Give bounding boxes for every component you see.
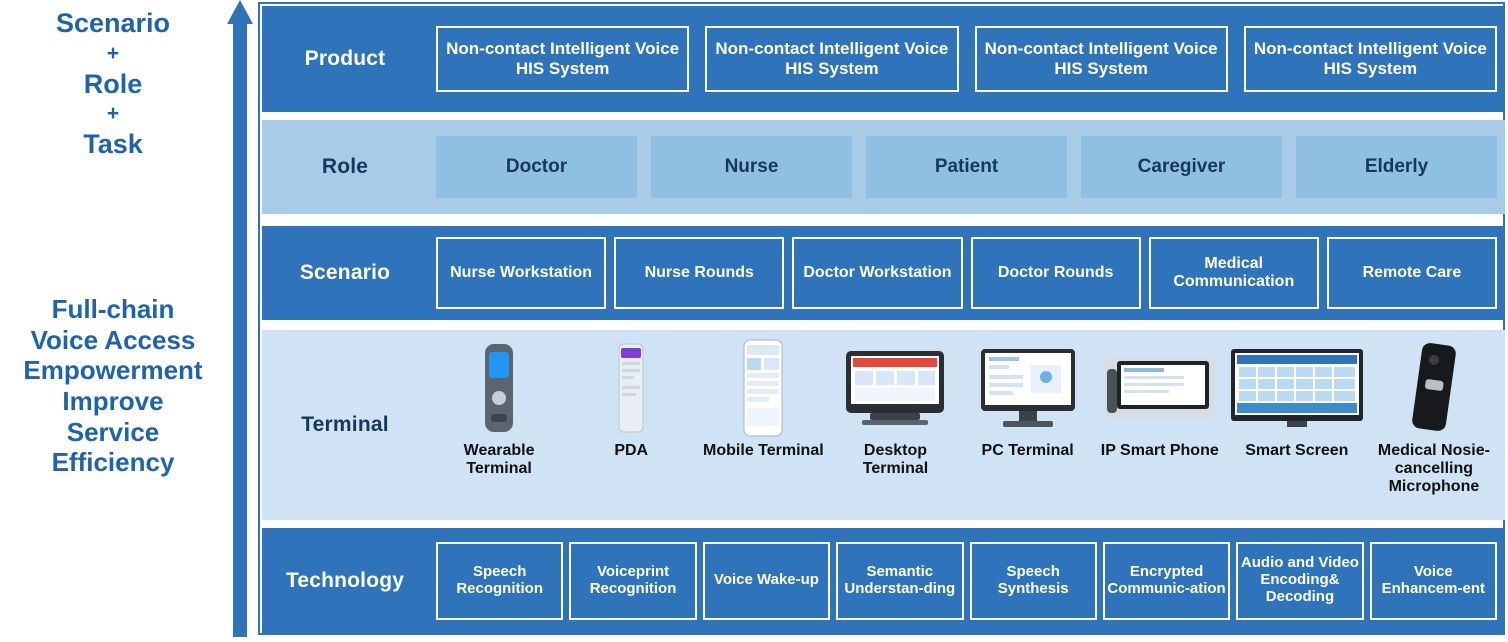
pda-device-icon (608, 336, 654, 440)
terminal-label: PC Terminal (981, 442, 1074, 459)
left-caption-task: Task (83, 129, 143, 160)
band-body-product (428, 6, 1505, 112)
microphone-device-icon (1399, 336, 1469, 440)
scenario-item-nurse-rounds[interactable]: Nurse Rounds (614, 237, 784, 309)
terminal-label: Mobile Terminal (703, 442, 824, 459)
technology-item-voice-wake-up[interactable]: Voice Wake-up (703, 542, 830, 620)
band-body-technology (428, 528, 1505, 633)
band-role (262, 120, 1505, 214)
scenario-item-doctor-rounds[interactable]: Doctor Rounds (971, 237, 1141, 309)
left-caption-scenario: Scenario (55, 8, 171, 38)
terminal-item-pda[interactable] (566, 336, 696, 516)
left-caption-empowerment: Empowerment (23, 355, 203, 386)
technology-item-speech-recognition[interactable]: Speech Recognition (436, 542, 563, 620)
scenario-item-remote-care[interactable]: Remote Care (1327, 237, 1497, 309)
left-caption-fullchain: Full-chain (51, 294, 175, 324)
role-item-patient[interactable]: Patient (866, 136, 1067, 198)
terminal-item-mobile[interactable] (698, 336, 828, 516)
terminal-item-desktop[interactable] (830, 336, 960, 516)
product-item[interactable]: Non-contact Intelligent Voice HIS System (436, 26, 689, 92)
terminal-item-wearable[interactable] (434, 336, 564, 516)
pc-monitor-device-icon (973, 336, 1083, 440)
left-caption-improve: Improve (62, 386, 164, 417)
left-caption-role: Role (83, 68, 143, 99)
role-item-doctor[interactable]: Doctor (436, 136, 637, 198)
product-item[interactable]: Non-contact Intelligent Voice HIS System (975, 26, 1228, 92)
technology-item-semantic-understanding[interactable]: Semantic Understan-ding (836, 542, 963, 620)
band-terminal (262, 330, 1505, 520)
left-caption-voice-access: Voice Access (30, 324, 196, 355)
technology-item-voiceprint-recognition[interactable]: Voiceprint Recognition (569, 542, 696, 620)
terminal-item-ip-smart-phone[interactable] (1095, 336, 1225, 516)
band-body-role (428, 120, 1505, 214)
band-body-scenario (428, 226, 1505, 320)
band-label-terminal: Terminal (301, 413, 389, 436)
terminal-item-pc[interactable] (963, 336, 1093, 516)
mobile-phone-device-icon (732, 336, 794, 440)
technology-item-encrypted-communication[interactable]: Encrypted Communic-ation (1103, 542, 1230, 620)
terminal-label: Desktop Terminal (862, 442, 929, 477)
technology-item-audio-video-coding[interactable]: Audio and Video Encoding& Decoding (1236, 542, 1363, 620)
role-item-nurse[interactable]: Nurse (651, 136, 852, 198)
scenario-item-medical-communication[interactable]: Medical Communication (1149, 237, 1319, 309)
terminal-label: Wearable Terminal (463, 442, 535, 477)
left-caption-service: Service (66, 416, 160, 447)
band-label-technology: Technology (285, 568, 405, 592)
band-scenario (262, 226, 1505, 320)
band-body-terminal (428, 330, 1505, 520)
technology-item-speech-synthesis[interactable]: Speech Synthesis (970, 542, 1097, 620)
scenario-item-doctor-workstation[interactable]: Doctor Workstation (792, 237, 962, 309)
terminal-label: PDA (614, 442, 649, 459)
terminal-label: IP Smart Phone (1100, 442, 1219, 459)
terminal-label: Smart Screen (1245, 442, 1349, 459)
left-caption-bottom (0, 294, 226, 478)
left-caption-column (0, 0, 226, 637)
band-label-product: Product (304, 47, 386, 70)
terminal-item-smart-screen[interactable] (1227, 336, 1367, 516)
smart-screen-device-icon (1227, 336, 1367, 440)
band-technology (262, 528, 1505, 633)
band-product (262, 6, 1505, 112)
left-caption-efficiency: Efficiency (51, 447, 175, 478)
left-caption-plus-1: + (106, 41, 120, 65)
left-caption-plus-2: + (106, 102, 120, 126)
ip-smart-phone-device-icon (1101, 336, 1219, 440)
upward-arrow-icon (226, 0, 254, 637)
product-item[interactable]: Non-contact Intelligent Voice HIS System (1244, 26, 1497, 92)
desktop-tablet-device-icon (840, 336, 950, 440)
wearable-terminal-device-icon (471, 336, 527, 440)
layered-architecture-diagram (258, 2, 1505, 635)
left-caption-top (0, 8, 226, 161)
role-item-elderly[interactable]: Elderly (1296, 136, 1497, 198)
technology-item-voice-enhancement[interactable]: Voice Enhancem-ent (1370, 542, 1497, 620)
product-item[interactable]: Non-contact Intelligent Voice HIS System (705, 26, 958, 92)
role-item-caregiver[interactable]: Caregiver (1081, 136, 1282, 198)
band-label-role: Role (321, 155, 369, 178)
terminal-item-microphone[interactable] (1369, 336, 1499, 516)
terminal-label: Medical Nosie-cancelling Microphone (1377, 442, 1490, 495)
scenario-item-nurse-workstation[interactable]: Nurse Workstation (436, 237, 606, 309)
band-label-scenario: Scenario (299, 261, 391, 284)
